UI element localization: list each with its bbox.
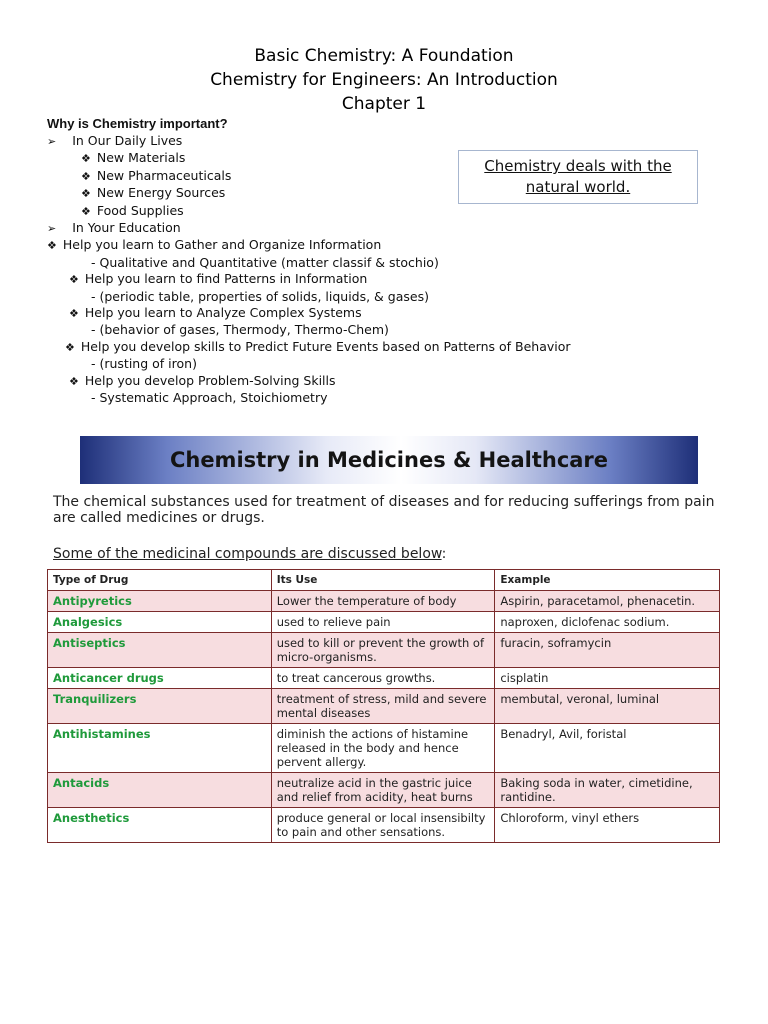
table-row	[48, 689, 720, 724]
example-cell: Aspirin, paracetamol, phenacetin.	[495, 591, 720, 612]
outline-text: New Pharmaceuticals	[96, 167, 232, 183]
drug-cell: Analgesics	[48, 612, 272, 633]
outline-text: New Materials	[96, 150, 186, 166]
title-line-2: Chemistry for Engineers: An Introduction	[210, 70, 558, 90]
drug-cell: Anticancer drugs	[48, 668, 272, 689]
table-row	[48, 612, 720, 633]
example-cell: naproxen, diclofenac sodium.	[495, 612, 720, 633]
use-cell: produce general or local insensibilty to pain and other sensations.	[271, 808, 495, 843]
title-line-1: Basic Chemistry: A Foundation	[254, 46, 514, 66]
document-titles	[0, 44, 768, 116]
outline-line	[47, 305, 571, 322]
drug-table	[47, 569, 720, 843]
use-cell: to treat cancerous growths.	[271, 668, 495, 689]
outline-text: Help you learn to Analyze Complex Systems	[84, 305, 362, 321]
outline-text: New Energy Sources	[96, 185, 226, 201]
table-row	[48, 668, 720, 689]
outline-text: Help you learn to Gather and Organize Information	[62, 237, 382, 253]
diamond-bullet-icon: ❖	[81, 169, 91, 183]
outline-text: - (behavior of gases, Thermody, Thermo-Chem)	[91, 322, 389, 338]
table-row	[48, 633, 720, 668]
diamond-bullet-icon: ❖	[81, 204, 91, 218]
table-row	[48, 808, 720, 843]
diamond-bullet-icon: ❖	[81, 187, 91, 201]
section-heading: Why is Chemistry important?	[47, 116, 228, 131]
drug-cell: Anesthetics	[48, 808, 272, 843]
outline-line	[47, 271, 571, 288]
outline-text: In Our Daily Lives	[72, 133, 183, 148]
outline-line	[47, 356, 571, 372]
outline-line	[47, 339, 571, 356]
diamond-bullet-icon: ❖	[47, 239, 57, 253]
use-cell: Lower the temperature of body	[271, 591, 495, 612]
diamond-bullet-icon: ❖	[81, 152, 91, 166]
outline-line	[47, 237, 571, 254]
outline-line	[47, 203, 571, 220]
section-banner	[80, 436, 698, 484]
drug-cell: Antipyretics	[48, 591, 272, 612]
arrow-bullet-icon: ➢	[47, 222, 57, 236]
outline-line	[47, 255, 571, 271]
table-row	[48, 773, 720, 808]
table-intro-suffix: :	[441, 546, 447, 562]
drug-cell: Antiseptics	[48, 633, 272, 668]
outline-line	[47, 220, 571, 237]
diamond-bullet-icon: ❖	[69, 307, 79, 321]
example-cell: Benadryl, Avil, foristal	[495, 724, 720, 773]
note-box	[458, 150, 698, 204]
outline-line	[47, 133, 571, 150]
example-cell: cisplatin	[495, 668, 720, 689]
intro-paragraph: The chemical substances used for treatment of diseases and for reducing sufferings from pain are called medicines or drugs.	[53, 494, 715, 526]
outline-line	[47, 390, 571, 406]
outline-text: In Your Education	[72, 220, 181, 236]
outline-line	[47, 373, 571, 390]
example-cell: membutal, veronal, luminal	[495, 689, 720, 724]
outline-text: - Systematic Approach, Stoichiometry	[91, 390, 328, 406]
table-intro	[53, 546, 446, 562]
drug-cell: Tranquilizers	[48, 689, 272, 724]
outline-text: - (periodic table, properties of solids, liquids, & gases)	[91, 288, 429, 304]
header-type-of-drug: Type of Drug	[48, 570, 272, 591]
banner-title: Chemistry in Medicines & Healthcare	[169, 448, 609, 472]
table-row	[48, 724, 720, 773]
use-cell: neutralize acid in the gastric juice and relief from acidity, heat burns	[271, 773, 495, 808]
use-cell: treatment of stress, mild and severe mental diseases	[271, 689, 495, 724]
header-its-use: Its Use	[271, 570, 495, 591]
use-cell: diminish the actions of histamine released in the body and hence pervent allergy.	[271, 724, 495, 773]
outline-line	[47, 289, 571, 305]
use-cell: used to relieve pain	[271, 612, 495, 633]
outline-text: - Qualitative and Quantitative (matter classif & stochio)	[91, 254, 439, 270]
diamond-bullet-icon: ❖	[65, 340, 75, 354]
table-row	[48, 591, 720, 612]
diamond-bullet-icon: ❖	[69, 374, 79, 388]
outline-text: - (rusting of iron)	[91, 356, 197, 372]
table-intro-text: Some of the medicinal compounds are discussed below	[53, 546, 442, 562]
outline-text: Help you develop Problem-Solving Skills	[84, 372, 336, 388]
example-cell: furacin, soframycin	[495, 633, 720, 668]
arrow-bullet-icon: ➢	[47, 135, 57, 148]
example-cell: Baking soda in water, cimetidine, rantidine.	[495, 773, 720, 808]
note-line-1: Chemistry deals with the	[484, 157, 672, 175]
outline-line	[47, 322, 571, 338]
outline-text: Help you learn to find Patterns in Information	[84, 271, 368, 287]
drug-cell: Antacids	[48, 773, 272, 808]
example-cell: Chloroform, vinyl ethers	[495, 808, 720, 843]
title-line-3: Chapter 1	[341, 94, 427, 114]
note-line-2: natural world.	[525, 178, 631, 196]
outline-text: Help you develop skills to Predict Future Events based on Patterns of Behavior	[80, 338, 571, 354]
use-cell: used to kill or prevent the growth of micro-organisms.	[271, 633, 495, 668]
diamond-bullet-icon: ❖	[69, 273, 79, 287]
header-example: Example	[495, 570, 720, 591]
table-header-row	[48, 570, 720, 591]
drug-cell: Antihistamines	[48, 724, 272, 773]
outline-text: Food Supplies	[96, 202, 184, 218]
